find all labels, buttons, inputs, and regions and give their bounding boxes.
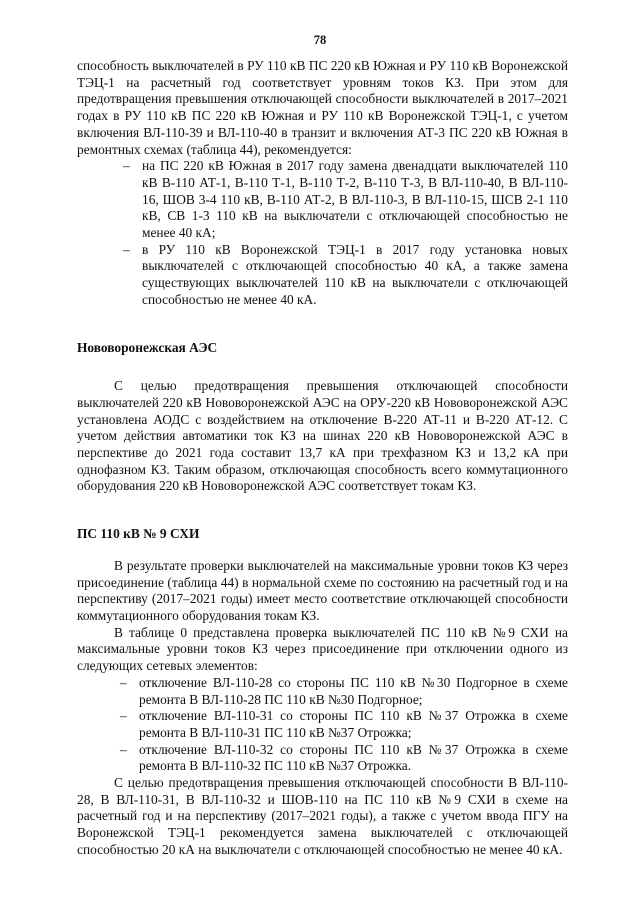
paragraph-continuation: способность выключателей в РУ 110 кВ ПС 220 кВ Южная и РУ 110 кВ Воронежской ТЭЦ-1 на расчетный год соответствует уровням токов КЗ. При этом для предотвращения превышения отключающей способности выключателей в 2017–2021 годах в РУ 110 кВ ПС 220 кВ Южная и РУ 110 кВ Воронежской ТЭЦ-1, с учетом включения ВЛ-110-39 и ВЛ-110-40 в транзит и включения АТ-3 ПС 220 кВ Южная в ремонтных схемах (таблица 44), рекомендуется: [77,58,568,157]
page-content [77,58,568,859]
list-item-text: отключение ВЛ-110-32 со стороны ПС 110 кВ №37 Отрожка в схеме ремонта В ВЛ-110-32 ПС 110 кВ №37 Отрожка. [139,741,568,774]
list-item-text: отключение ВЛ-110-31 со стороны ПС 110 кВ №37 Отрожка в схеме ремонта В ВЛ-110-31 ПС 110 кВ №37 Отрожка; [139,708,568,740]
list-item [120,708,568,741]
list-dash: – [120,674,127,690]
paragraph-ps9-check: В результате проверки выключателей на максимальные уровни токов КЗ через присоединение (таблица 44) в нормальной схеме по состоянию на расчетный год и на перспективу (2017–2021 годы) имеет место соответствие отключающей способности коммутационного оборудования токам КЗ. [77,557,568,623]
list-item-text: отключение ВЛ-110-28 со стороны ПС 110 кВ №30 Подгорное в схеме ремонта В ВЛ-110-28 ПС 110 кВ №30 Подгорное; [139,674,568,707]
paragraph-ps9-recommendation: С целью предотвращения превышения отключающей способности В ВЛ-110-28, В ВЛ-110-31, В ВЛ-110-32 и ШОВ-110 на ПС 110 кВ №9 СХИ в схеме на расчетный год и на перспективу (2017–2021 годы), а также с учетом ввода ПГУ на Воронежской ТЭЦ-1 рекомендуется замена выключателей с отключающей способностью 20 кА на выключатели с отключающей способностью не менее 40 кА. [77,775,568,857]
disconnection-list [77,675,568,775]
list-dash: – [123,241,130,257]
list-item [123,158,568,242]
list-item [123,241,568,309]
section-heading-ps9: ПС 110 кВ № 9 СХИ [77,526,200,542]
list-dash: – [123,158,130,174]
list-dash: – [120,708,127,724]
page-number: 78 [313,33,327,47]
list-item [120,674,568,708]
paragraph-ps9-table: В таблице 0 представлена проверка выключателей ПС 110 кВ №9 СХИ на максимальные уровни токов КЗ через присоединение при отключении одного из следующих сетевых элементов: [77,624,568,674]
list-item [120,741,568,775]
list-item-text: на ПС 220 кВ Южная в 2017 году замена двенадцати выключателей 110 кВ В-110 АТ-1, В-110 Т-1, В-110 Т-2, В-110 Т-3, В ВЛ-110-40, В ВЛ-110-16, ШОВ 3-4 110 кВ, В-110 АТ-2, В ВЛ-110-3, В ВЛ-110-15, ШСВ 2-1 110 кВ, СВ 1-3 110 кВ на выключатели с отключающей способностью не менее 40 кА; [142,158,568,241]
recommendations-list [77,158,568,308]
section-heading-novovoronezh: Нововоронежская АЭС [77,339,218,355]
list-item-text: в РУ 110 кВ Воронежской ТЭЦ-1 в 2017 году установка новых выключателей с отключающей способностью 40 кА, а также замена существующих выключателей 110 кВ на выключатели с отключающей способностью не менее 40 кА. [142,241,568,307]
paragraph-novovoronezh: С целью предотвращения превышения отключающей способности выключателей 220 кВ Нововоронежской АЭС на ОРУ-220 кВ Нововоронежской АЭС установлена АОДС с воздействием на отключение В-220 АТ-11 и В-220 АТ-12. С учетом действия автоматики ток КЗ на шинах 220 кВ Нововоронежской АЭС в перспективе до 2021 года составит 13,7 кА при трехфазном КЗ и 13,2 кА при однофазном КЗ. Таким образом, отключающая способность всего коммутационного оборудования 220 кВ Нововоронежской АЭС соответствует токам КЗ. [77,378,568,494]
list-dash: – [120,741,127,757]
